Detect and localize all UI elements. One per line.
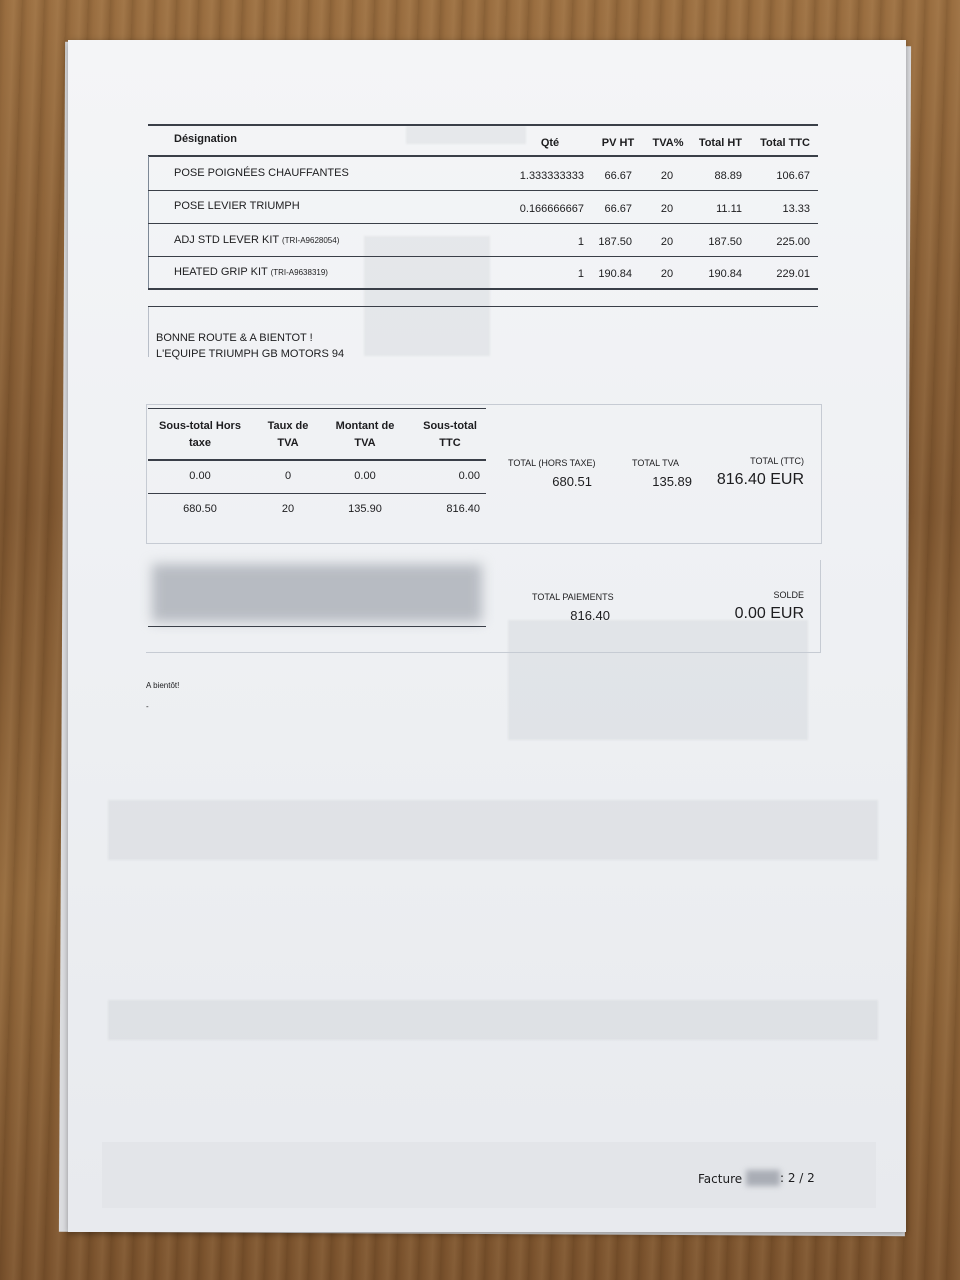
row4-name: HEATED GRIP KIT: [174, 266, 268, 278]
row2-total-ttc: 13.33: [782, 203, 810, 215]
total-tva-value: 135.89: [652, 474, 692, 489]
row3-total-ttc: 225.00: [776, 236, 810, 248]
row1-qte: 1.333333333: [519, 170, 584, 182]
row2-qte: 0.166666667: [519, 203, 584, 215]
footer-label: Facture: [698, 1172, 743, 1186]
message-top-rule: [148, 306, 818, 307]
vat-table-top-rule: [148, 408, 486, 409]
vat-table-header-rule: [148, 459, 486, 461]
row2-designation: POSE LEVIER TRIUMPH: [174, 200, 300, 212]
total-ttc-label: TOTAL (TTC): [750, 456, 804, 466]
row4-pv-ht: 190.84: [598, 268, 632, 280]
vat-row1-subtotal-ttc: 0.00: [458, 470, 480, 482]
message-left-border: [148, 307, 149, 357]
row4-total-ttc: 229.01: [776, 268, 810, 280]
row1-total-ht: 88.89: [714, 170, 742, 182]
vat-row2-amount: 135.90: [348, 503, 382, 515]
lines-table-header-rule: [148, 155, 818, 157]
show-through-block: [364, 236, 490, 356]
message-line2: L'EQUIPE TRIUMPH GB MOTORS 94: [156, 348, 345, 360]
vat-row2-subtotal-ht: 680.50: [183, 503, 217, 515]
vat-row1-subtotal-ht: 0.00: [189, 470, 211, 482]
total-ht-value: 680.51: [552, 474, 592, 489]
vat-header-subtotal-ht: Sous-total Hors taxe: [159, 420, 241, 449]
closing-dash: -: [146, 702, 149, 711]
row1-pv-ht: 66.67: [604, 170, 632, 182]
show-through-title: [406, 126, 526, 144]
row3-qte: 1: [577, 236, 584, 248]
lines-table-bottom-rule: [148, 288, 818, 290]
row3-ref: (TRI-A9628054): [282, 236, 340, 245]
row1-designation: POSE POIGNÉES CHAUFFANTES: [174, 167, 349, 179]
row4-ref: (TRI-A9638319): [270, 268, 328, 277]
vat-header-amount: Montant de TVA: [335, 420, 395, 449]
row4-designation: [174, 266, 328, 278]
row3-tva: 20: [660, 236, 674, 248]
row4-qte: 1: [577, 268, 584, 280]
vat-row2-subtotal-ttc: 816.40: [446, 503, 480, 515]
vat-header-rate: Taux de TVA: [267, 420, 309, 449]
row1-tva: 20: [660, 170, 674, 182]
header-qte: Qté: [540, 137, 560, 149]
lines-table-top-rule: [148, 124, 818, 126]
footer-page-number: : 2 / 2: [780, 1171, 815, 1185]
header-total-ttc: Total TTC: [760, 137, 810, 149]
row3-rule: [148, 256, 818, 257]
row3-name: ADJ STD LEVER KIT: [174, 234, 279, 246]
header-tva: TVA%: [652, 137, 684, 149]
total-tva-label: TOTAL TVA: [632, 458, 680, 468]
invoice-page: [68, 40, 906, 1232]
row3-total-ht: 187.50: [708, 236, 742, 248]
row1-rule: [148, 190, 818, 191]
message-line1: BONNE ROUTE & A BIENTOT !: [156, 332, 313, 344]
vat-row1-rule: [148, 493, 486, 494]
balance-label: SOLDE: [773, 590, 804, 600]
row2-tva: 20: [660, 203, 674, 215]
vat-row2-rate: 20: [281, 503, 295, 515]
header-designation: Désignation: [174, 133, 237, 145]
row1-total-ttc: 106.67: [776, 170, 810, 182]
payments-value: 816.40: [570, 608, 610, 623]
total-ttc-value: 816.40 EUR: [716, 471, 804, 488]
row3-pv-ht: 187.50: [598, 236, 632, 248]
row3-designation: [174, 234, 339, 246]
row2-rule: [148, 223, 818, 224]
header-total-ht: Total HT: [698, 137, 742, 149]
header-pv-ht: PV HT: [601, 137, 635, 149]
payments-label: TOTAL PAIEMENTS: [532, 592, 614, 602]
row4-tva: 20: [660, 268, 674, 280]
show-through-band: [108, 800, 878, 860]
row2-pv-ht: 66.67: [604, 203, 632, 215]
show-through-band-2: [108, 1000, 878, 1040]
vat-row1-rate: 0: [284, 470, 292, 482]
total-ht-label: TOTAL (HORS TAXE): [508, 458, 596, 468]
row2-total-ht: 11.11: [716, 203, 742, 215]
balance-value: 0.00 EUR: [734, 605, 804, 622]
vat-row1-amount: 0.00: [354, 470, 376, 482]
row4-total-ht: 190.84: [708, 268, 742, 280]
vat-header-subtotal-ttc: Sous-total TTC: [423, 420, 477, 449]
redacted-invoice-number: [746, 1170, 780, 1186]
closing-note: A bientôt!: [146, 681, 180, 690]
lines-table-left-border: [148, 156, 149, 288]
